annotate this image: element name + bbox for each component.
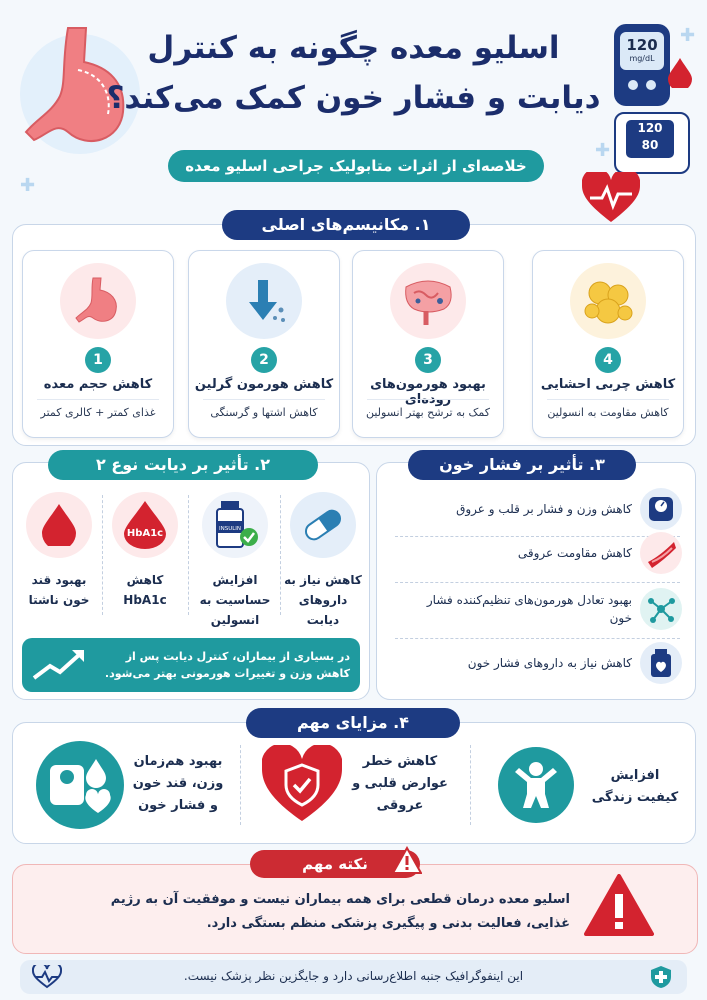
plus-decoration-icon: ✚: [680, 25, 696, 46]
card-description: کاهش اشتها و گرسنگی: [210, 406, 318, 419]
pill-icon: [290, 492, 356, 558]
bp-diastolic: 80: [641, 138, 659, 152]
mechanisms-heading: ۱. مکانیسم‌های اصلی: [222, 210, 470, 240]
card-description: غذای کمتر + کالری کمتر: [40, 406, 156, 419]
diabetes-item-label: بهبود قند خون ناشتا: [28, 573, 90, 607]
mechanism-card: [532, 250, 684, 438]
card-number: 4: [595, 347, 621, 373]
mechanism-card: [352, 250, 504, 438]
insulin-icon-text: INSULIN: [218, 526, 242, 532]
card-title: کاهش چربی احشایی: [540, 377, 676, 392]
heartbeat-heart-icon: [582, 172, 640, 224]
diabetes-item-label: افزایش حساسیت به انسولین: [199, 573, 271, 627]
benefit-label: بهبود هم‌زمان وزن، قند خون و فشار خون: [132, 754, 224, 813]
diabetes-heading: ۲. تأثیر بر دیابت نوع ۲: [48, 450, 318, 480]
footer: [20, 960, 687, 994]
scale-drop-heart-icon: [36, 741, 124, 829]
bp-item: [383, 638, 688, 688]
benefit-label: کاهش خطر عوارض قلبی و عروقی: [352, 754, 448, 813]
shield-cross-icon: [649, 965, 673, 989]
bp-item: [383, 584, 688, 634]
important-note-text: اسلیو معده درمان قطعی برای همه بیماران نیست و موفقیت آن به رژیم غذایی، فعالیت بدنی و پیگیری پزشکی منظم بستگی دارد.: [110, 892, 570, 931]
warning-triangle-icon: [584, 874, 654, 938]
hba1c-drop-icon: [112, 492, 178, 558]
fat-cells-icon: [570, 263, 646, 339]
plus-decoration-icon: ✚: [595, 140, 611, 161]
bp-item-label: کاهش مقاومت عروقی: [517, 546, 632, 560]
bp-item-label: کاهش نیاز به داروهای فشار خون: [467, 656, 632, 670]
heart-bottle-icon: [640, 642, 682, 684]
diabetes-item: [196, 492, 274, 630]
card-number: 2: [251, 347, 277, 373]
molecule-icon: [640, 588, 682, 630]
bp-item: [383, 484, 688, 534]
card-description: کمک به ترشح بهتر انسولین: [365, 406, 490, 419]
important-note-title: نکته مهم: [302, 855, 368, 873]
footer-disclaimer: این اینفوگرافیک جنبه اطلاع‌رسانی دارد و جایگزین نظر پزشک نیست.: [183, 969, 524, 983]
card-title: کاهش هورمون گرلین: [194, 377, 334, 392]
mechanism-card: [22, 250, 174, 438]
heart-shield-icon: [262, 745, 342, 825]
card-number: 3: [415, 347, 441, 373]
diabetes-note: [22, 638, 360, 692]
diabetes-note-text: در بسیاری از بیماران، کنترل دیابت پس از کاهش وزن و تغییرات هورمونی بهتر می‌شود.: [104, 650, 350, 680]
insulin-vial-icon: [202, 492, 268, 558]
diabetes-item-label: کاهش نیاز به داروهای دیابت: [284, 573, 362, 627]
diabetes-item: [20, 492, 98, 610]
bp-monitor-icon: [614, 112, 690, 174]
page-subtitle: خلاصه‌ای از اثرات متابولیک جراحی اسلیو معده: [168, 150, 544, 182]
mechanism-card: [188, 250, 340, 438]
warning-triangle-icon: [392, 846, 422, 876]
bp-item-label: بهبود تعادل هورمون‌های تنظیم‌کننده فشار خون: [426, 593, 632, 625]
down-arrow-icon: [226, 263, 302, 339]
page-title-line2: دیابت و فشار خون کمک می‌کند؟: [106, 80, 601, 116]
plus-decoration-icon: ✚: [20, 175, 36, 196]
glucose-unit: mg/dL: [629, 54, 655, 63]
benefit-item: [490, 735, 690, 835]
stomach-icon: [60, 263, 136, 339]
trend-up-icon: [32, 648, 86, 682]
benefit-item: [250, 735, 460, 835]
card-description: کاهش مقاومت به انسولین: [547, 406, 669, 419]
diabetes-item-label: کاهش HbA1c: [123, 573, 167, 607]
blood-pressure-heading: ۳. تأثیر بر فشار خون: [408, 450, 636, 480]
benefit-label: افزایش کیفیت زندگی: [591, 768, 679, 805]
hba1c-icon-text: HbA1c: [126, 528, 164, 539]
benefits-heading: ۴. مزایای مهم: [246, 708, 460, 738]
card-title: بهبود هورمون‌های روده‌ای: [370, 377, 486, 407]
artery-icon: [640, 532, 682, 574]
intestine-icon: [390, 263, 466, 339]
glucose-value: 120: [626, 36, 658, 54]
heartbeat-icon: [32, 965, 62, 989]
bp-item: [383, 528, 688, 578]
benefit-item: [22, 735, 232, 835]
bp-item-label: کاهش وزن و فشار بر قلب و عروق: [456, 502, 632, 516]
diabetes-item: [106, 492, 184, 610]
page-title-line1: اسلیو معده چگونه به کنترل: [147, 30, 560, 66]
card-title: کاهش حجم معده: [43, 377, 153, 392]
diabetes-item: [284, 492, 362, 630]
bp-systolic: 120: [637, 121, 663, 135]
blood-drop-icon: [26, 492, 92, 558]
card-number: 1: [85, 347, 111, 373]
happy-person-icon: [498, 747, 574, 823]
scale-icon: [640, 488, 682, 530]
